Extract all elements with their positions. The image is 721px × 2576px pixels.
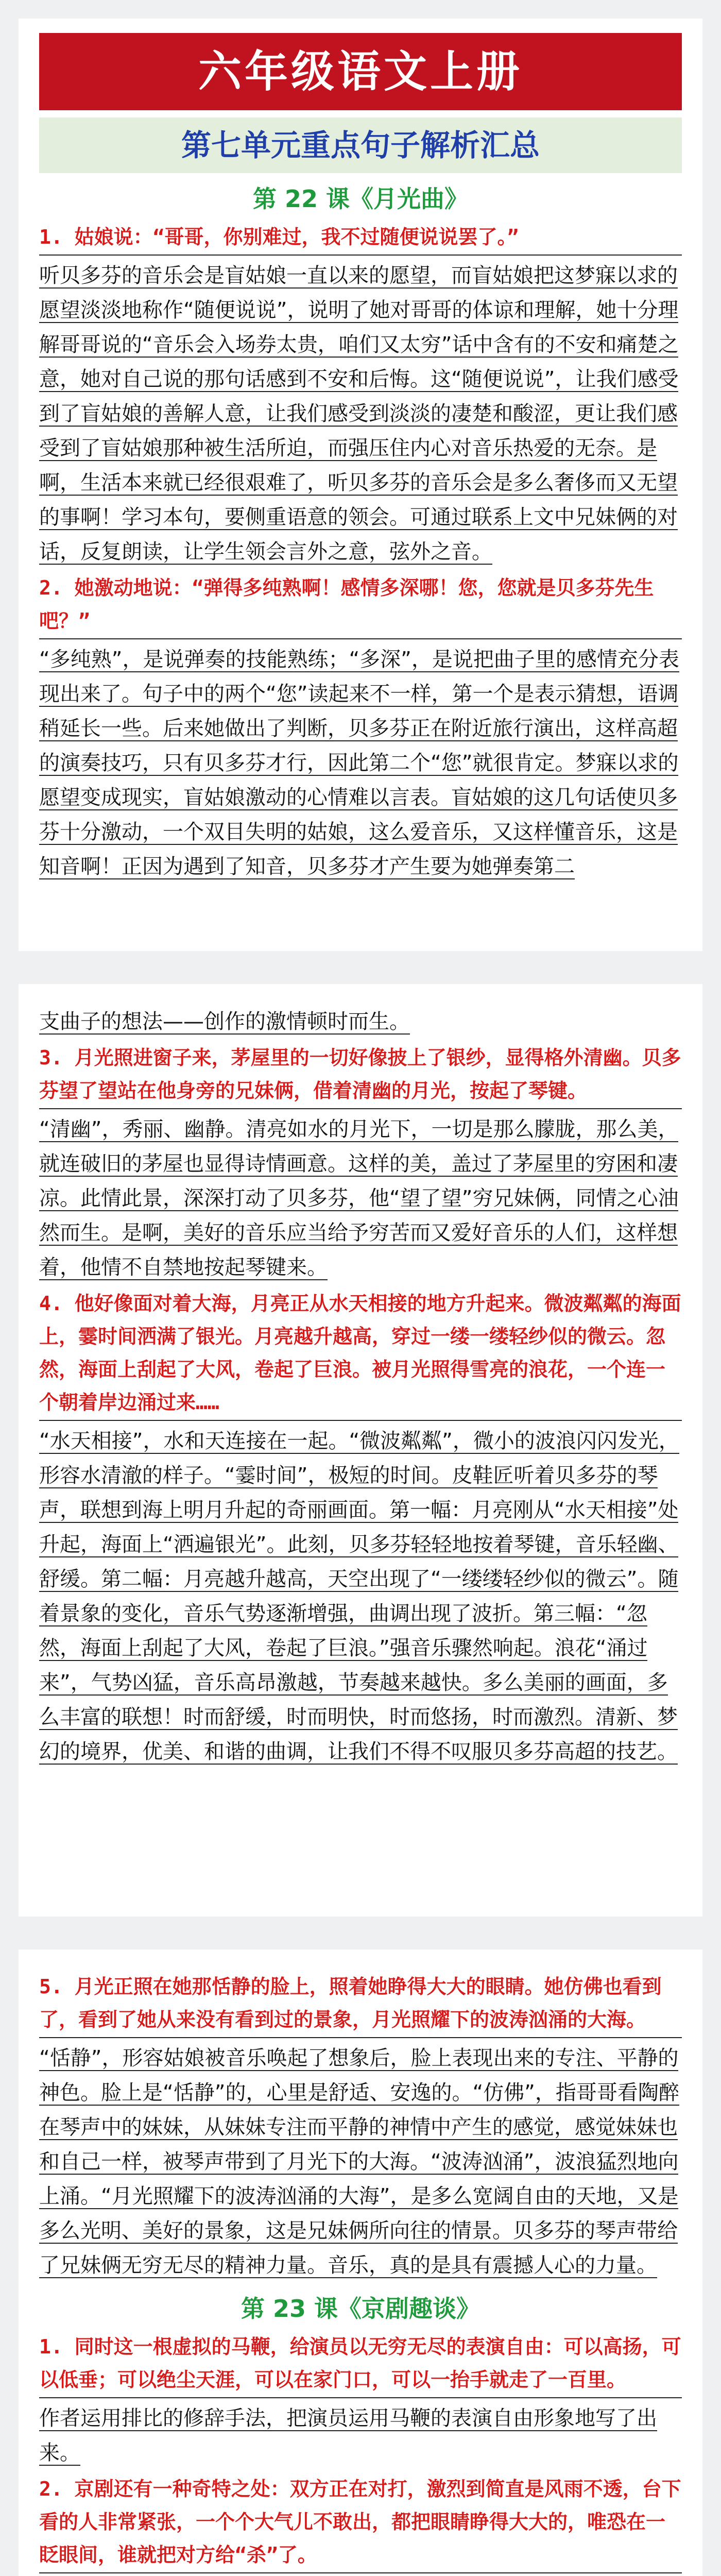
page-panel-2 [19, 984, 702, 1917]
analysis-text: “清幽”，秀丽、幽静。清亮如水的月光下，一切是那么朦胧，那么美，就连破旧的茅屋也显得诗情画意。这样的美，盖过了茅屋里的穷困和凄凉。此情此景，深深打动了贝多芬，他“望了望”穷兄妹俩，同情之心油然而生。是啊，美好的音乐应当给予穷苦而又爱好音乐的人们，这样想着，他情不自禁地按起琴键来。 [39, 1117, 679, 1279]
lesson22-quote-1: 1. 姑娘说：“哥哥，你别难过，我不过随便说说罢了。” [39, 221, 682, 256]
lesson22-analysis-2 [39, 642, 682, 884]
lesson22-analysis-5 [39, 2041, 682, 2283]
lesson22-analysis-3 [39, 1112, 682, 1285]
lesson22-analysis-1 [39, 259, 682, 569]
lesson22-quote-5: 5. 月光正照在她那恬静的脸上，照着她睁得大大的眼睛。她仿佛也看到了，看到了她从来没有看到过的景象，月光照耀下的波涛汹涌的大海。 [39, 1970, 682, 2038]
lesson22-quote-2: 2. 她激动地说：“弹得多纯熟啊！感情多深哪！您，您就是贝多芬先生吧？” [39, 571, 682, 639]
analysis-text: “水天相接”，水和天连接在一起。“微波粼粼”，微小的波浪闪闪发光，形容水清澈的样子。“霎时间”，极短的时间。皮鞋匠听着贝多芬的琴声，联想到海上明月升起的奇丽画面。第一幅：月亮刚从“水天相接”处升起，海面上“洒遍银光”。此刻，贝多芬轻轻地按着琴键，音乐轻幽、舒缓。第二幅：月亮越升越高，天空出现了“一缕缕轻纱似的微云”。随着景象的变化，音乐气势逐渐增强，曲调出现了波折。第三幅：“忽然，海面上刮起了大风，卷起了巨浪。”强音乐骤然响起。浪花“涌过来”，气势凶猛，音乐高昂激越，节奏越来越快。多么美丽的画面，多么丰富的联想！时而舒缓，时而明快，时而悠扬，时而激烈。清新、梦幻的境界，优美、和谐的曲调，让我们不得不叹服贝多芬高超的技艺。 [39, 1429, 679, 1764]
lesson22-analysis-2-continued [39, 1005, 682, 1039]
lesson-22-heading: 第 22 课《月光曲》 [252, 185, 469, 213]
lesson22-quote-4: 4. 他好像面对着大海，月亮正从水天相接的地方升起来。微波粼粼的海面上，霎时间洒满了银光。月亮越升越高，穿过一缕一缕轻纱似的微云。忽然，海面上刮起了大风，卷起了巨浪。被月光照得雪亮的浪花，一个连一个朝着岸边涌过来…… [39, 1287, 682, 1421]
lesson23-quote-1: 1. 同时这一根虚拟的马鞭，给演员以无穷无尽的表演自由：可以高扬，可以低垂；可以绝尘天涯，可以在家门口，可以一抬手就走了一百里。 [39, 2330, 682, 2398]
lesson22-quote-3: 3. 月光照进窗子来，茅屋里的一切好像披上了银纱，显得格外清幽。贝多芬望了望站在他身旁的兄妹俩，借着清幽的月光，按起了琴键。 [39, 1041, 682, 1109]
analysis-text: 听贝多芬的音乐会是盲姑娘一直以来的愿望，而盲姑娘把这梦寐以求的愿望淡淡地称作“随便说说”，说明了她对哥哥的体谅和理解，她十分理解哥哥说的“音乐会入场券太贵，咱们又太穷”话中含有的不安和痛楚之意，她对自己说的那句话感到不安和后悔。这“随便说说”，让我们感受到了盲姑娘的善解人意，让我们感受到淡淡的凄楚和酸涩，更让我们感受到了盲姑娘那种被生活所迫，而强压住内心对音乐热爱的无奈。是啊，生活本来就已经很艰难了，听贝多芬的音乐会是多么奢侈而又无望的事啊！学习本句，要侧重语意的领会。可通过联系上文中兄妹俩的对话，反复朗读，让学生领会言外之意，弦外之音。 [39, 264, 679, 564]
page-title: 六年级语文上册 [39, 33, 682, 110]
lesson22-analysis-4 [39, 1424, 682, 1769]
analysis-text: “恬静”，形容姑娘被音乐唤起了想象后，脸上表现出来的专注、平静的神色。脸上是“恬静”的，心里是舒适、安逸的。“仿佛”，指哥哥看陶醉在琴声中的妹妹，从妹妹专注而平静的神情中产生的感觉，感觉妹妹也和自己一样，被琴声带到了月光下的大海。“波涛汹涌”，波浪猛烈地向上涌。“月光照耀下的波涛汹涌的大海”，是多么宽阔自由的天地，又是多么光明、美好的景象，这是兄妹俩所向往的情景。贝多芬的琴声带给了兄妹俩无穷无尽的精神力量。音乐，真的是具有震撼人心的力量。 [39, 2046, 679, 2277]
analysis-text: 作者运用排比的修辞手法，把演员运用马鞭的表演自由形象地写了出来。 [39, 2406, 657, 2465]
analysis-text: “多纯熟”，是说弹奏的技能熟练；“多深”，是说把曲子里的感情充分表现出来了。句子中的两个“您”读起来不一样，第一个是表示猜想，语调稍延长一些。后来她做出了判断，贝多芬正在附近旅行演出，这样高超的演奏技巧，只有贝多芬才行，因此第二个“您”就很肯定。梦寐以求的愿望变成现实，盲姑娘激动的心情难以言表。盲姑娘的这几句话使贝多芬十分激动，一个双目失明的姑娘，这么爱音乐，又这样懂音乐，这是知音啊！正因为遇到了知音，贝多芬才产生要为她弹奏第二 [39, 648, 679, 878]
analysis-text: 支曲子的想法——创作的激情顿时而生。 [39, 1010, 410, 1033]
page-panel-1 [19, 19, 702, 951]
lesson23-quote-2: 2. 京剧还有一种奇特之处：双方正在对打，激烈到简直是风雨不透，台下看的人非常紧张，一个个大气儿不敢出，都把眼睛睁得大大的，唯恐在一眨眼间，谁就把对方给“杀”了。 [39, 2472, 682, 2573]
lesson23-analysis-1 [39, 2401, 682, 2470]
page-subtitle: 第七单元重点句子解析汇总 [39, 117, 682, 173]
lesson-23-heading: 第 23 课《京剧趣谈》 [241, 2295, 480, 2323]
page-panel-3 [19, 1950, 702, 2576]
